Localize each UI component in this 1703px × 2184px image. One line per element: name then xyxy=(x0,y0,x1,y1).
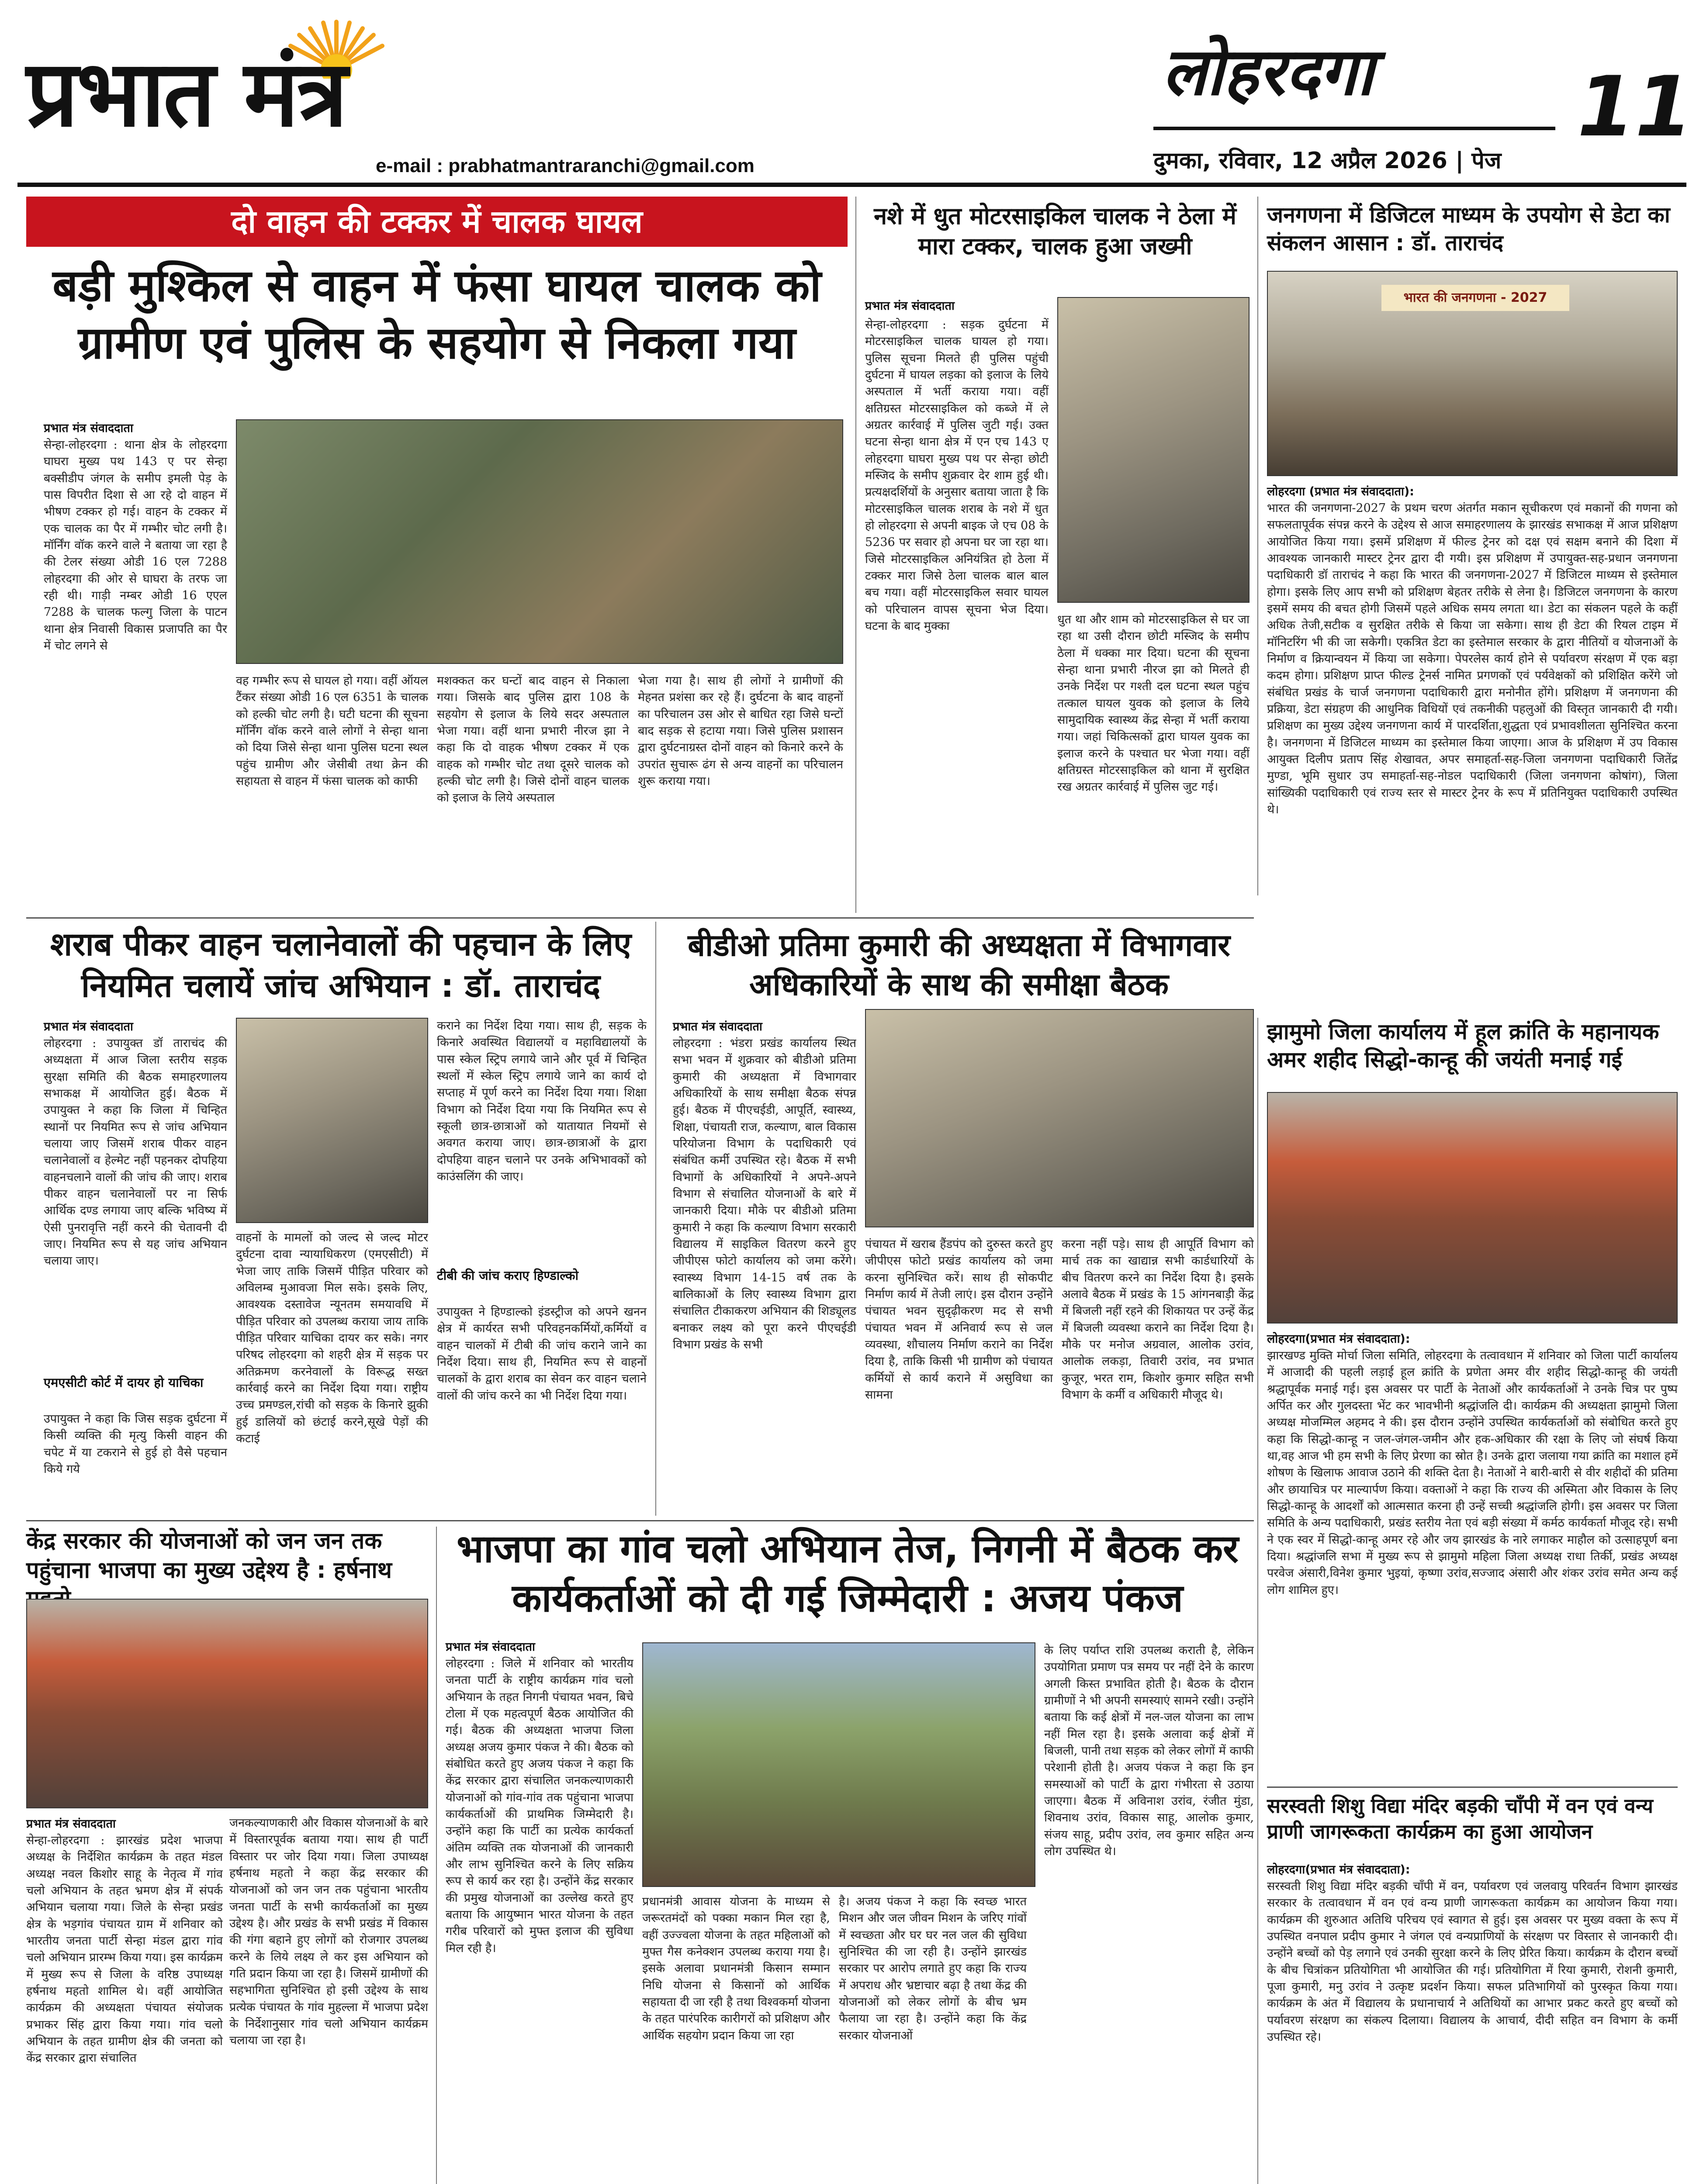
story11-headline: सरस्वती शिशु विद्या मंदिर बड़की चाँपी में वन एवं वन्य प्राणी जागरूकता कार्यक्रम का हुआ आयोजन xyxy=(1267,1794,1653,1843)
masthead-rule xyxy=(17,183,1686,187)
column-divider xyxy=(655,922,656,1516)
story1-accident-photo xyxy=(236,419,843,664)
story5-headline: बीडीओ प्रतिमा कुमारी की अध्यक्षता में विभागवार अधिकारियों के साथ की समीक्षा बैठक xyxy=(688,927,1230,1002)
story6-headline: झामुमो जिला कार्यालय में हूल क्रांति के महानायक अमर शहीद सिद्धो-कान्हू की जयंती मनाई गई xyxy=(1267,1019,1659,1072)
story2-col1: सेन्हा-लोहरदगा : सड़क दुर्घटना में मोटरसाइकिल चालक घायल हो गया। पुलिस सूचना मिलते ही पुलिस पहुंची दुर्घटना में घायल लड़का को इलाज के लिये अस्पताल में भर्ती कराया गया। वहीं क्षतिग्रस्त मोटरसाइकिल को कब्जे में ले अग्रतर कार्रवाई में पुलिस जुटी गई। उक्त घटना सेन्हा थाना क्षेत्र में एन एच 143 ए लोहरदगा घाघरा मुख्य पथ पर सेन्हा छोटी मस्जिद के समीप शुक्रवार देर शाम हुई थी। प्रत्यक्षदर्शियों के अनुसार बताया जाता है कि मोटरसाइकिल चालक शराब के नशे में धुत हो लोहरदगा से अपनी बाइक जे एच 08 के 5236 पर सवार हो अपना घर जा रहा था। जिसे मोटरसाइकिल अनियंत्रित हो ठेला में टक्कर मारा जिसे ठेला चालक बाल बाल बच गया। वहीं मोटरसाइकिल सवार घायल को परिचालन वापस सूचना भेज दिया। घटना के बाद मुक्का xyxy=(865,318,1049,633)
story4-byline: प्रभात मंत्र संवाददाता xyxy=(44,1020,133,1033)
column-divider xyxy=(1257,1018,1258,2184)
story8-col4: के लिए पर्याप्त राशि उपलब्ध कराती है, लेकिन उपयोगिता प्रमाण पत्र समय पर नहीं देने के कारण अगली किस्त प्रभावित होती है। बैठक के दौरान ग्रामीणों ने भी अपनी समस्याएं सामने रखी। उन्होंने बताया कि कई क्षेत्रों में नल-जल योजना का लाभ नहीं मिल रहा है। इसके अलावा कई क्षेत्रों में बिजली, पानी तथा सड़क को लेकर लोगों में काफी परेशानी होती है। अजय पंकज ने कहा कि इन समस्याओं को पार्टी के द्वारा गंभीरता से उठाया जाएगा। बैठक में अविनाश उरांव, रंजीत मुंडा, शिवनाथ उरांव, विकास साहू, आलोक कुमार, संजय साहू, प्रदीप उरांव, लव कुमार सहित अन्य लोग उपस्थित थे। xyxy=(1044,1644,1254,1858)
masthead-underline xyxy=(1153,127,1555,130)
story7-bjp-photo xyxy=(26,1599,428,1808)
story6-tribute-photo xyxy=(1267,1092,1678,1324)
row-divider xyxy=(1267,1787,1678,1788)
census-banner: भारत की जनगणना - 2027 xyxy=(1381,285,1569,311)
column-divider xyxy=(855,197,856,913)
story7-headline: केंद्र सरकार की योजनाओं को जन जन तक पहुंचाना भाजपा का मुख्य उद्देश्य है : हर्षनाथ xyxy=(26,1528,392,1583)
story8-col3: है। अजय पंकज ने कहा कि स्वच्छ भारत मिशन और जल जीवन मिशन के जरिए गांवों में स्वच्छता और घर घर नल जल की सुविधा सुनिश्चित की जा रही है। उन्होंने झारखंड सरकार पर आरोप लगाते हुए कहा कि राज्य में अपराध और भ्रष्टाचार बढ़ा है तथा केंद्र की योजनाओं को लेकर लोगों के बीच भ्रम फैलाया जा रहा है। उन्होंने कहा कि केंद्र सरकार योजनाओं xyxy=(839,1895,1027,2042)
story3-headline: जनगणना में डिजिटल माध्यम के उपयोग से डेटा का संकलन आसान : डॉ. ताराचंद xyxy=(1267,202,1670,256)
column-divider xyxy=(436,1527,437,2184)
story1-kicker: दो वाहन की टक्कर में चालक घायल xyxy=(26,197,848,247)
story7-col1: सेन्हा-लोहरदगा : झारखंड प्रदेश भाजपा अध्यक्ष के निर्देशित कार्यक्रम के तहत मंडल अध्यक्ष नवल किशोर साहू के नेतृत्व में गांव चलो अभियान के तहत भ्रमण क्षेत्र में संपर्क अभियान चलाया गया। जिले के सेन्हा प्रखंड क्षेत्र के भड़गांव पंचायत ग्राम में शनिवार को भारतीय जनता पार्टी सेन्हा मंडल द्वारा गांव चलो अभियान प्रारम्भ किया गया। इस कार्यक्रम में मुख्य रूप से जिला के वरिष्ठ उपाध्यक्ष हर्षनाथ महतो शामिल थे। वहीं आयोजित कार्यक्रम की अध्यक्षता पंचायत संयोजक प्रभाकर सिंह द्वारा किया गया। गांव चलो अभियान के तहत ग्रामीण क्षेत्र की जनता को केंद्र सरकार द्वारा संचालित xyxy=(26,1834,223,2065)
story2-headline: नशे में धुत मोटरसाइकिल चालक ने ठेला में मारा टक्कर, चालक हुआ जख्मी xyxy=(874,202,1236,260)
story1-col2: वह गम्भीर रूप से घायल हो गया। वहीं ऑयल टैंकर संख्या ओडी 16 एल 6351 के चालक को हल्की चोट लगी है। घटी घटना की सूचना मॉर्निंग वॉक करने वाले लोगों ने सेन्हा थाना को दिया जिसे सेन्हा थाना पुलिस घटना स्थल पहुंच ग्रामीण और जेसीबी तथा क्रेन की सहायता से वाहन में फंसा चालक को काफी xyxy=(236,674,428,788)
page-number: 11 xyxy=(1577,59,1693,155)
row-divider xyxy=(26,1520,1254,1521)
story5-byline: प्रभात मंत्र संवाददाता xyxy=(673,1020,762,1033)
story8-byline: प्रभात मंत्र संवाददाता xyxy=(446,1640,535,1654)
story6-body: झारखण्ड मुक्ति मोर्चा जिला समिति, लोहरदगा के तत्वावधान में शनिवार को जिला पार्टी कार्यालय में आजादी की पहली लड़ाई हूल क्रांति के प्रणेता अमर वीर शहीद सिद्धो-कान्हू की जयंती श्रद्धापूर्वक मनाई गई। इस अवसर पर पार्टी के नेताओं और कार्यकर्ताओं ने उनके चित्र पर पुष्प अर्पित कर और गुलदस्ता भेंट कर भावभीनी श्रद्धांजलि दी। कार्यक्रम की अध्यक्षता झामुमो जिला अध्यक्ष मोजम्मिल अहमद ने की। इस दौरान उन्होंने उपस्थित कार्यकर्ताओं को संबोधित करते हुए कहा कि सिद्धो-कान्हू न जल-जंगल-जमीन और हक-अधिकार की रक्षा के लिए जो संघर्ष किया था,वह आज भी हम सभी के लिए प्रेरणा का स्रोत है। उनके द्वारा जलाया गया क्रांति का मशाल हमें शोषण के खिलाफ आवाज उठाने की शक्ति देता है। नेताओं ने बारी-बारी से वीर शहीदों की प्रतिमा और छायाचित्र पर माल्यार्पण किया। वक्ताओं ने कहा कि राज्य की अस्मिता और विकास के लिए सिद्धो-कान्हू के आदर्शों को आत्मसात करना ही उन्हें सच्ची श्रद्धांजलि होगी। इस अवसर पर जिला समिति के अन्य पदाधिकारी, प्रखंड स्तरीय नेता एवं बड़ी संख्या में कर्मठ कार्यकर्ता मौजूद रहे। सभी ने एक स्वर में सिद्धो-कान्हू अमर रहे और जय झारखंड के नारे लगाकर माहौल को उत्साहपूर्ण बना दिया। श्रद्धांजलि सभा में मुख्य रूप से झामुमो महिला जिला अध्यक्ष राधा तिर्की, प्रखंड अध्यक्ष परवेज अंसारी,विनेश कुमार भुइयां, कृष्णा उरांव,सज्जाद अंसारी और शंकर उरांव समेत अन्य कई लोग शामिल हुए। xyxy=(1267,1349,1678,1597)
story4-col1: लोहरदगा : उपायुक्त डॉ ताराचंद की अध्यक्षता में आज जिला स्तरीय सड़क सुरक्षा समिति की बैठक समाहरणालय सभाकक्ष में आयोजित हुई। बैठक में उपायुक्त ने कहा कि जिला में चिन्हित स्थानों पर नियमित रूप से जांच अभियान चलाया जाए जिसमें शराब पीकर वाहन चलानेवालों व हेल्मेट नहीं पहनकर दोपहिया वाहनचलाने वालों की जांच की जाए। शराब पीकर वाहन चलानेवालों पर ना सिर्फ आर्थिक दण्ड लगाया जाए बल्कि भविष्य में ऐसी पुनरावृत्ति नहीं करने की चेतावनी दी जाए। नियमित रूप से यह जांच अभियान चलाया जाए। xyxy=(44,1037,227,1268)
story8-col1: लोहरदगा : जिले में शनिवार को भारतीय जनता पार्टी के राष्ट्रीय कार्यक्रम गांव चलो अभियान के तहत निगनी पंचायत भवन, बिचे टोला में एक महत्वपूर्ण बैठक आयोजित की गई। बैठक की अध्यक्षता भाजपा जिला अध्यक्ष अजय कुमार पंकज ने की। बैठक को संबोधित करते हुए अजय पंकज ने कहा कि केंद्र सरकार द्वारा संचालित जनकल्याणकारी योजनाओं को गांव-गांव तक पहुंचाना भाजपा कार्यकर्ताओं की प्राथमिक जिम्मेदारी है। उन्होंने कहा कि पार्टी का प्रत्येक कार्यकर्ता अंतिम व्यक्ति तक योजनाओं की जानकारी और लाभ सुनिश्चित करने के लिए सक्रिय रूप से कार्य कर रहा है। उन्होंने केंद्र सरकार की प्रमुख योजनाओं का उल्लेख करते हुए बताया कि आयुष्मान भारत योजना के तहत गरीब परिवारों को मुफ्त इलाज की सुविधा मिल रही है। xyxy=(446,1657,633,1955)
story8-headline: भाजपा का गांव चलो अभियान तेज, निगनी में बैठक कर कार्यकर्ताओं को दी गई जिम्मेदारी : अजय पंकज xyxy=(457,1526,1239,1621)
story3-training-photo xyxy=(1267,271,1678,476)
story11-byline: लोहरदगा(प्रभात मंत्र संवाददाता): xyxy=(1267,1863,1410,1876)
story1-col4: भेजा गया है। साथ ही लोगों ने ग्रामीणों की मेहनत प्रशंसा कर रहे हैं। दुर्घटना के बाद वाहनों का परिचालन उस ओर से बाधित रहा जिसे घन्टों बाद सड़क से हटाया गया। जिसे पुलिस प्रशासन द्वारा दुर्घटनाग्रस्त दोनों वाहन को किनारे करने के उपरांत सुचारू ढंग से अन्य वाहनों का परिचालन शुरू कराया गया। xyxy=(638,674,843,788)
story5-review-meeting-photo xyxy=(865,1009,1254,1227)
column-divider xyxy=(1257,197,1258,895)
story4-subhead-tb: टीबी की जांच कराए हिण्डाल्को xyxy=(437,1268,579,1283)
story2-col2: धुत था और शाम को मोटरसाइकिल से घर जा रहा था उसी दौरान छोटी मस्जिद के समीप ठेला में धक्का मार दिया। घटना की सूचना सेन्हा थाना प्रभारी नीरज झा को मिलते ही उनके निर्देश पर गश्ती दल घटना स्थल पहुंच तत्काल घायल युवक को इलाज के लिये सामुदायिक स्वास्थ्य केंद्र सेन्हा में भर्ती कराया गया। जहां चिकित्सकों द्वारा घायल युवक का इलाज करने के पश्चात घर भेजा गया। वहीं क्षतिग्रस्त मोटरसाइकिल को थाना में सुरक्षित रख अग्रतर कार्रवाई में पुलिस जुट गई। xyxy=(1057,613,1250,794)
story11-body: सरस्वती शिशु विद्या मंदिर बड़की चाँपी में वन, पर्यावरण एवं जलवायु परिवर्तन विभाग झारखंड सरकार के तत्वावधान में वन एवं वन्य प्राणी जागरूकता कार्यक्रम का आयोजन किया गया। कार्यक्रम की शुरुआत अतिथि परिचय एवं स्वागत से हुई। इस अवसर पर मुख्य वक्ता के रूप में उपस्थित वनपाल प्रदीप कुमार ने जंगल एवं वन्यप्राणियों के संरक्षण पर विस्तार से जानकारी दी। उन्होंने बच्चों को पेड़ लगाने एवं उनकी सुरक्षा करने के लिए प्रेरित किया। कार्यक्रम के दौरान बच्चों के बीच चित्रांकन प्रतियोगिता भी आयोजित की गई। प्रतियोगिता में रिया कुमारी, रोशनी कुमारी, पूजा कुमारी, मनु उरांव ने उत्कृष्ट प्रदर्शन किया। सफल प्रतिभागियों को पुरस्कृत किया गया। कार्यक्रम के अंत में विद्यालय के प्रधानाचार्य ने अतिथियों का आभार प्रकट करते हुए बच्चों को पर्यावरण संरक्षण का संकल्प दिलाया। विद्यालय के आचार्य, दीदी सहित वन विभाग के कर्मी उपस्थित रहे। xyxy=(1267,1880,1678,2044)
story4-headline: शराब पीकर वाहन चलानेवालों की पहचान के लिए नियमित चलायें जांच अभियान : डॉ. ताराचंद xyxy=(50,926,631,1005)
story1-col1: सेन्हा-लोहरदगा : थाना क्षेत्र के लोहरदगा घाघरा मुख्य पथ 143 ए पर सेन्हा बक्सीडीप जंगल के समीप इमली पेड़ के पास विपरीत दिशा से आ रहे दो वाहन में भीषण टक्कर हो गई। वाहन के टक्कर में एक चालक का पैर में गम्भीर चोट लगी है। मॉर्निंग वॉक करने वाले ने बताया जा रहा है की टेलर संख्या ओडी 16 एल 7288 लोहरदगा की ओर से घाघरा के तरफ जा रही थी। गाड़ी नम्बर ओडी 16 एएल 7288 के चालक फल्गु जिला के पाटन थाना क्षेत्र निवासी विकास प्रजापति का पैर में चोट लगने से xyxy=(44,438,227,653)
story1-byline: प्रभात मंत्र संवाददाता xyxy=(44,422,133,435)
story6-byline: लोहरदगा(प्रभात मंत्र संवाददाता): xyxy=(1267,1332,1410,1346)
email-address: e-mail : prabhatmantraranchi@gmail.com xyxy=(376,155,755,176)
story4-col3b: उपायुक्त ने हिण्डाल्को इंडस्ट्रीज को अपने खनन क्षेत्र में कार्यरत सभी परिवहनकर्मियों,कर्मियों व वाहन चालकों में टीबी की जांच कराने जाने का निर्देश दिया। साथ ही, नियमित रूप से वाहनों चालकों के द्वारा शराब का सेवन कर वाहन चलाने वालों की जांच करने का भी निर्देश दिया गया। xyxy=(437,1305,647,1403)
story5-col2: पंचायत में खराब हैंडपंप को दुरुस्त करते हुए जीपीएस फोटो प्रखंड कार्यालय को जमा करना सुनिश्चित करें। साथ ही सोकपीट निर्माण कार्य में तेजी लाएं। इस दौरान उन्होंने पंचायत भवन सुदृढ़ीकरण मद से सभी पंचायत भवन में अनिवार्य रूप से जल व्यवस्था, शौचालय निर्माण कराने का निर्देश दिया है, ताकि किसी भी ग्रामीण को पंचायत कर्मियों से कार्य कराने में असुविधा का सामना xyxy=(865,1237,1053,1402)
story4-col1b: उपायुक्त ने कहा कि जिस सड़क दुर्घटना में किसी व्यक्ति की मृत्यु किसी वाहन की चपेट में या टकराने से हुई हो वैसे पहचान किये गये xyxy=(44,1412,227,1476)
story4-subhead-court: एमएसीटी कोर्ट में दायर हो याचिका xyxy=(44,1375,204,1390)
story3-byline: लोहरदगा (प्रभात मंत्र संवाददाता): xyxy=(1267,485,1414,498)
date-line: दुमका, रविवार, 12 अप्रैल 2026 | पेज xyxy=(1153,148,1502,174)
story4-col2: वाहनों के मामलों को जल्द से जल्द मोटर दुर्घटना दावा न्यायाधिकरण (एमएसीटी) में भेजा जाए ताकि जिसमें पीड़ित परिवार को अविलम्ब मुआवजा मिल सके। इसके लिए, आवश्यक दस्तावेज न्यूनतम समयावधि में पीड़ित परिवार को उपलब्ध कराया जाय ताकि पीड़ित परिवार याचिका दायर कर सके। नगर परिषद लोहरदगा को शहरी क्षेत्र में सड़क पर अतिक्रमण करनेवालों के विरूद्ध सख्त कार्रवाई करने का निर्देश दिया गया। राष्ट्रीय उच्च प्रमण्डल,रांची को सड़क के किनारे झुकी हुई डालियों को छंटाई करने,सूखे पेड़ों की कटाई xyxy=(236,1231,428,1445)
story5-col3: करना नहीं पड़े। साथ ही आपूर्ति विभाग को मार्च तक का खाद्यान्न सभी कार्डधारियों के बीच वितरण करने का निर्देश दिया है। इसके अलावे बैठक में प्रखंड के 15 आंगनबाड़ी केंद्र में बिजली नहीं रहने की शिकायत पर उन्हें केंद्र में बिजली व्यवस्था कराने का निर्देश दिया है। मौके पर मनोज अग्रवाल, आलोक उरांव, आलोक लकड़ा, तिवारी उरांव, नव प्रभात कुजूर, भरत राम, किशोर कुमार सहित सभी विभाग के कर्मी व अधिकारी मौजूद थे। xyxy=(1062,1237,1254,1402)
story7-byline: प्रभात मंत्र संवाददाता xyxy=(26,1817,116,1831)
story2-hospital-photo xyxy=(1057,297,1250,603)
story8-col2: प्रधानमंत्री आवास योजना के माध्यम से जरूरतमंदों को पक्का मकान मिल रहा है, वहीं उज्ज्वला योजना के तहत महिलाओं को मुफ्त गैस कनेक्शन उपलब्ध कराया गया है। इसके अलावा प्रधानमंत्री किसान सम्मान निधि योजना से किसानों को आर्थिक सहायता दी जा रही है तथा विश्वकर्मा योजना के तहत पारंपरिक कारीगरों को प्रशिक्षण और आर्थिक सहयोग प्रदान किया जा रहा xyxy=(642,1895,830,2042)
newspaper-title: प्रभात मंत्र xyxy=(26,40,346,147)
story7-col2: जनकल्याणकारी और विकास योजनाओं के बारे में विस्तारपूर्वक बताया गया। साथ ही पार्टी विस्तार पर जोर दिया गया। जिला उपाध्यक्ष हर्षनाथ महतो ने कहा केंद्र सरकार की योजनाओं को जन जन तक पहुंचाना भारतीय जनता पार्टी के सभी कार्यकर्ताओं का मुख्य उद्देश्य है। और प्रखंड के सभी प्रखंड में विकास की गंगा बहाने हुए लोगों को रोजगार उपलब्ध करने के लिये लक्ष्य ले कर इस अभियान को गति प्रदान किया जा रहा है। जिसमें ग्रामीणों की सहभागिता सुनिश्चित हो इसी उद्देश्य के साथ प्रत्येक पंचायत के गांव मुहल्ला में भाजपा प्रदेश के निर्देशानुसार गांव चलो अभियान कार्यक्रम चलाया जा रहा है। xyxy=(229,1816,428,2048)
masthead xyxy=(0,0,1703,188)
story5-col1: लोहरदगा : भंडरा प्रखंड कार्यालय स्थित सभा भवन में शुक्रवार को बीडीओ प्रतिमा कुमारी की अध्यक्षता में विभागवार अधिकारियों के साथ समीक्षा बैठक संपन्न हुई। बैठक में पीएचईडी, आपूर्ति, स्वास्थ्य, शिक्षा, पंचायती राज, कल्याण, बाल विकास परियोजना विभाग के पदाधिकारी एवं संबंधित कर्मी उपस्थित रहे। बैठक में सभी विभागों के अधिकारियों ने अपने-अपने विभाग से संचालित योजनाओं के बारे में जानकारी दिया। मौके पर बीडीओ प्रतिमा कुमारी ने कहा कि कल्याण विभाग सरकारी विद्यालय में साइकिल वितरण करने हुए जीपीएस फोटो कार्यालय को जमा करेंगे। स्वास्थ्य विभाग 14-15 वर्ष तक के बालिकाओं के लिए स्वास्थ्य विभाग द्वारा संचालित टीकाकरण अभियान की शिड्यूलड बनाकर लक्ष्य को पूरा करने पीएचईडी विभाग प्रखंड के सभी xyxy=(673,1037,856,1351)
city-name: लोहरदगा xyxy=(1162,34,1374,110)
story1-headline: बड़ी मुश्किल से वाहन में फंसा घायल चालक को ग्रामीण एवं पुलिस के सहयोग से निकला गया xyxy=(52,260,821,369)
story2-byline: प्रभात मंत्र संवाददाता xyxy=(865,299,955,313)
story8-village-meeting-photo xyxy=(642,1642,1035,1887)
story1-col3: मशक्कत कर घन्टों बाद वाहन से निकाला गया। जिसके बाद पुलिस द्वारा 108 के सहयोग से इलाज के लिये सदर अस्पताल भेजा गया। वहीं थाना प्रभारी नीरज झा ने कहा कि दो वाहक भीषण टक्कर में एक वाहक को गम्भीर चोट तथा दूसरे चालक को हल्की चोट लगी है। जिसे दोनों वाहन चालक को इलाज के लिये अस्पताल xyxy=(437,674,629,805)
story3-body: भारत की जनगणना-2027 के प्रथम चरण अंतर्गत मकान सूचीकरण एवं मकानों की गणना को सफलतापूर्वक संपन्न करने के उद्देश्य से आज समाहरणालय के झारखंड सभाकक्ष में आज प्रशिक्षण आयोजित किया गया। इसमें प्रशिक्षण में फील्ड ट्रेनर को दक्ष एवं सक्षम बनाने की दिशा में आवश्यक जानकारी मास्टर ट्रेनर द्वारा दी गयी। इस प्रशिक्षण में उपायुक्त-सह-प्रधान जनगणना पदाधिकारी डॉ ताराचंद ने कहा कि भारत की जनगणना-2027 में डिजिटल माध्यम से इस्तेमाल होगा। इसके लिए आप सभी को प्रशिक्षण बेहतर तरीके से लेना है। डिजिटल जनगणना के कारण इसमें समय की बचत होगी जिसमें पहले अधिक समय लगता था। डेटा का संकलन पहले के कहीं अधिक तेजी,सटीक व सुरक्षित तरीके से किया जा सकेगा। साथ ही डेटा की रियल टाइम में मॉनिटरिंग भी की जा सकेगी। एकत्रित डेटा का इस्तेमाल सरकार के द्वारा नीतियों व योजनाओं के निर्माण व क्रियान्वयन में किया जा सकेगा। पेपरलेस कार्य होने से पर्यावरण संरक्षण में एक बड़ा कदम होगा। प्रशिक्षण प्राप्त फील्ड ट्रेनर्स नामित प्रगणकों एवं पर्यवेक्षकों को प्रशिक्षित करेंगे जो संबंधित प्रखंड के चार्ज जनगणना पदाधिकारी द्वारा मनोनीत होंगे। प्रशिक्षण में जनगणना की प्रक्रिया, डेटा संग्रहण की आधुनिक विधियों एवं तकनीकी पहलुओं की विस्तृत जानकारी दी गयी। प्रशिक्षण का मुख्य उद्देश्य जनगणना कार्य में पारदर्शिता,शुद्धता एवं प्रभावशीलता सुनिश्चित करना है। जनगणना में डिजिटल माध्यम का इस्तेमाल किया जाएगा। आज के प्रशिक्षण में उप विकास आयुक्त दिलीप प्रताप सिंह शेखावत, अपर समाहर्ता-सह-जिला जनगणना पदाधिकारी जितेंद्र मुण्डा, भूमि सुधार उप समाहर्ता-सह-नोडल पदाधिकारी (जिला जनगणना कोषांग), जिला सांख्यिकी पदाधिकारी एवं राज्य स्तर से मास्टर ट्रेनर के रूप में प्रतिनियुक्त पदाधिकारी उपस्थित थे। xyxy=(1267,501,1678,816)
story4-col3: कराने का निर्देश दिया गया। साथ ही, सड़क के किनारे अवस्थित विद्यालयों व महाविद्यालयों के पास स्केल स्ट्रिप लगाये जाने और पूर्व में चिन्हित स्थलों में स्केल स्ट्रिप लगाये जाने का कार्य दो सप्ताह में पूर्ण करने का निर्देश दिया गया। शिक्षा विभाग को निर्देश दिया गया कि नियमित रूप से स्कूली छात्र-छात्राओं को यातायात नियमों से अवगत कराया जाए। छात्र-छात्राओं के द्वारा दोपहिया वाहन चलाने पर उनके अभिभावकों को काउंसलिंग की जाए। xyxy=(437,1019,647,1183)
row-divider xyxy=(26,917,1254,919)
story4-meeting-photo xyxy=(236,1018,428,1223)
